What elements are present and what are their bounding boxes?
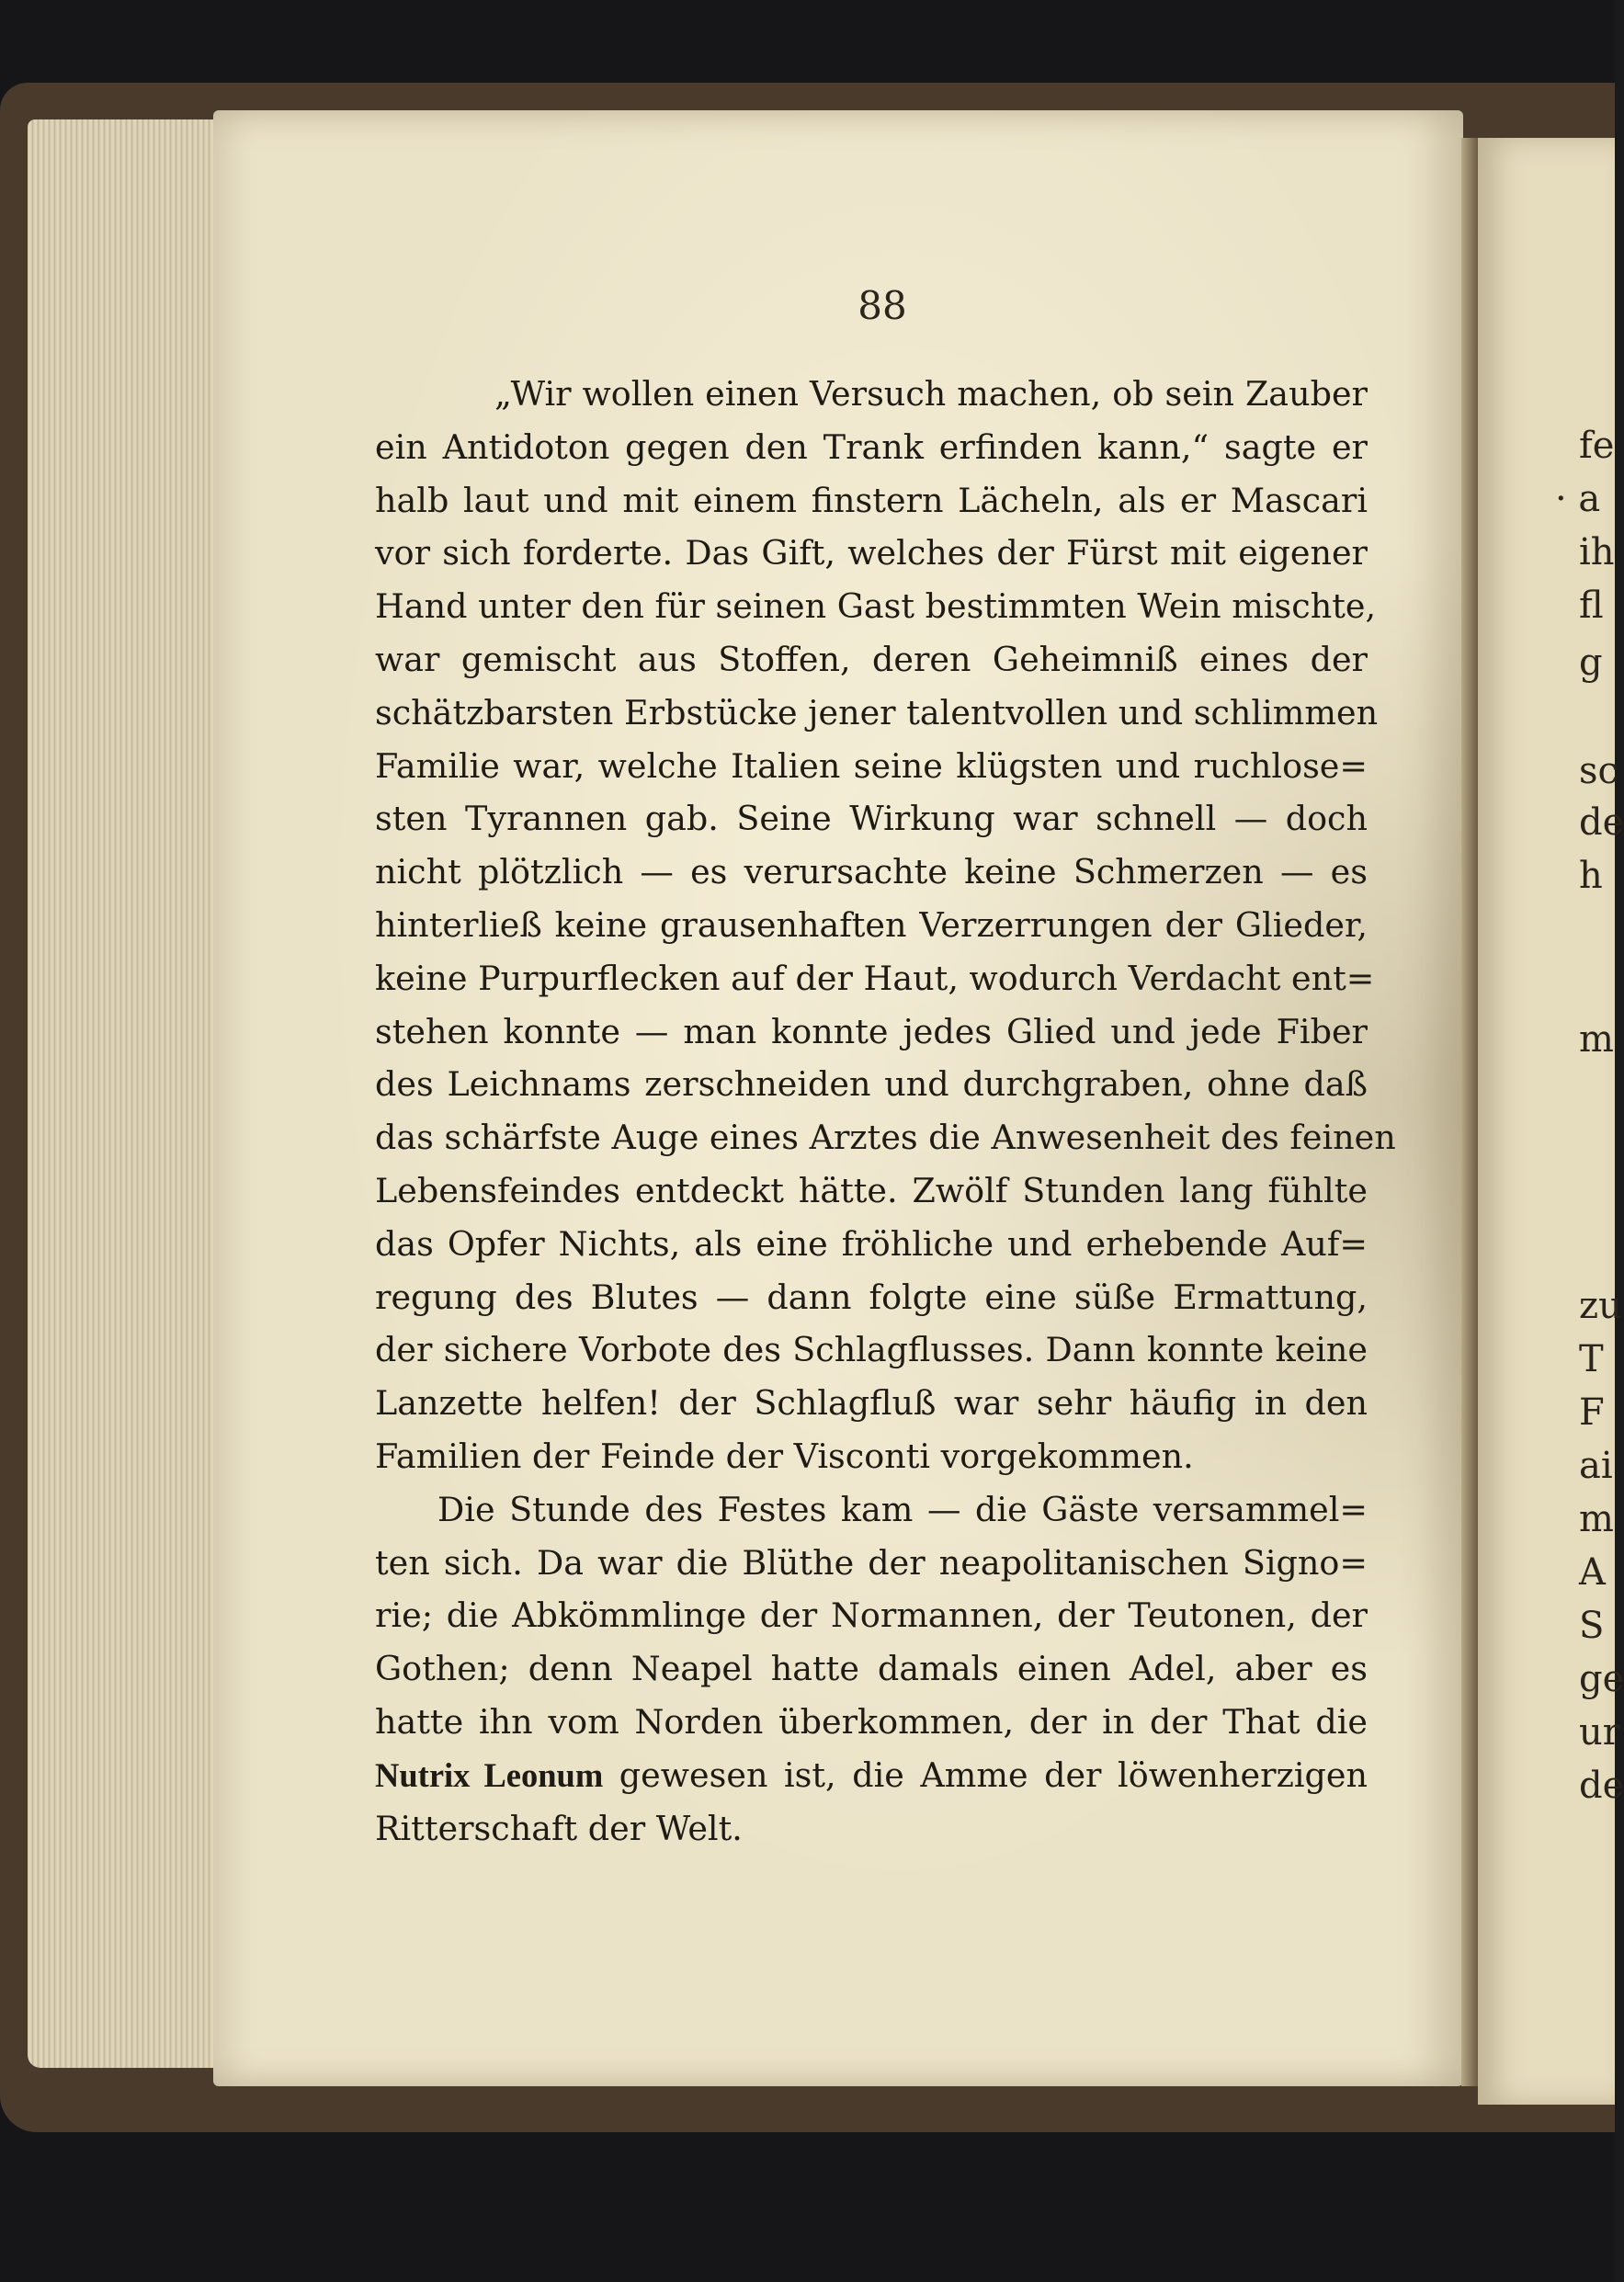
text-line: stehen konnte — man konnte jedes Glied und jede Fiber [375,1011,1368,1051]
text-line: keine Purpurflecken auf der Haut, wodurch Verdacht ent= [375,958,1375,998]
next-page-fragment: fe [1579,425,1615,467]
text-line: ein Antidoton gegen den Trank erfinden kann,“ sagte er [375,426,1368,467]
next-page-fragment: T [1579,1338,1604,1380]
page-edges [28,119,234,2068]
text-line: ten sich. Da war die Blüthe der neapolitanischen Signo= [375,1542,1368,1583]
next-page-fragment: m [1579,1498,1614,1540]
text-line: halb laut und mit einem finstern Lächeln, als er Mascari [375,480,1368,520]
text-line: regung des Blutes — dann folgte eine süße Ermattung, [375,1277,1368,1317]
text-line: hinterließ keine grausenhaften Verzerrungen der Glieder, [375,904,1368,945]
text-line: das Opfer Nichts, als eine fröhliche und erhebende Auf= [375,1223,1368,1264]
text-line: des Leichnams zerschneiden und durchgraben, ohne daß [375,1064,1368,1105]
next-page-fragment: ai [1579,1445,1613,1487]
text-line: Ritterschaft der Welt. [375,1808,743,1848]
text-line-rest: gewesen ist, die Amme der löwenherzigen [603,1754,1368,1795]
text-line: Gothen; denn Neapel hatte damals einen Adel, aber es [375,1649,1368,1689]
text-line: hatte ihn vom Norden überkommen, der in der That die [375,1701,1368,1742]
book-gutter [1461,138,1478,2086]
text-line: Familien der Feinde der Visconti vorgekommen. [375,1436,1194,1476]
next-page-fragment: m [1579,1018,1614,1061]
next-page-fragment: fl [1579,585,1604,627]
text-line: „Wir wollen einen Versuch machen, ob sein Zauber [494,374,1368,414]
text-line: der sichere Vorbote des Schlagflusses. Dann konnte keine [375,1330,1368,1370]
next-page-fragment: de [1579,1765,1624,1807]
text-line: das schärfste Auge eines Arztes die Anwesenheit des feinen [375,1118,1396,1158]
text-line: Hand unter den für seinen Gast bestimmten Wein mischte, [375,586,1377,627]
text-line [375,1749,1368,1802]
text-line: sten Tyrannen gab. Seine Wirkung war schnell — doch [375,799,1368,839]
next-page-fragment: ge [1579,1658,1624,1700]
next-page-fragment: h [1579,855,1603,897]
text-line: Lanzette helfen! der Schlagfluß war sehr häufig in den [375,1383,1368,1424]
latin-phrase: Nutrix Leonum [375,1755,604,1794]
text-line: schätzbarsten Erbstücke jener talentvollen und schlimmen [375,692,1379,732]
page-number: 88 [857,283,907,328]
next-page-fragment: · a [1555,478,1601,520]
text-line: Lebensfeindes entdeckt hätte. Zwölf Stunden lang fühlte [375,1170,1368,1210]
next-page-fragment: g [1579,641,1603,684]
next-page-fragment: ih [1579,531,1615,573]
text-line: vor sich forderte. Das Gift, welches der Fürst mit eigener [375,533,1368,573]
next-page-fragment: zu [1579,1285,1622,1327]
text-line: war gemischt aus Stoffen, deren Geheimniß eines der [375,639,1368,679]
next-page-fragment: A [1579,1551,1606,1594]
page-body-text [375,368,1396,1855]
text-line: Die Stunde des Festes kam — die Gäste versammel= [437,1489,1368,1529]
text-line: nicht plötzlich — es verursachte keine Schmerzen — es [375,852,1368,892]
next-page-fragment: S [1579,1605,1605,1647]
next-page-fragment: F [1579,1391,1605,1434]
next-page-fragment: ur [1579,1711,1620,1754]
text-line: rie; die Abkömmlinge der Normannen, der Teutonen, der [375,1595,1368,1636]
next-page-fragment: sc [1579,750,1618,792]
next-page-fragment: de [1579,801,1624,844]
text-line: Familie war, welche Italien seine klügsten und ruchlose= [375,745,1368,786]
